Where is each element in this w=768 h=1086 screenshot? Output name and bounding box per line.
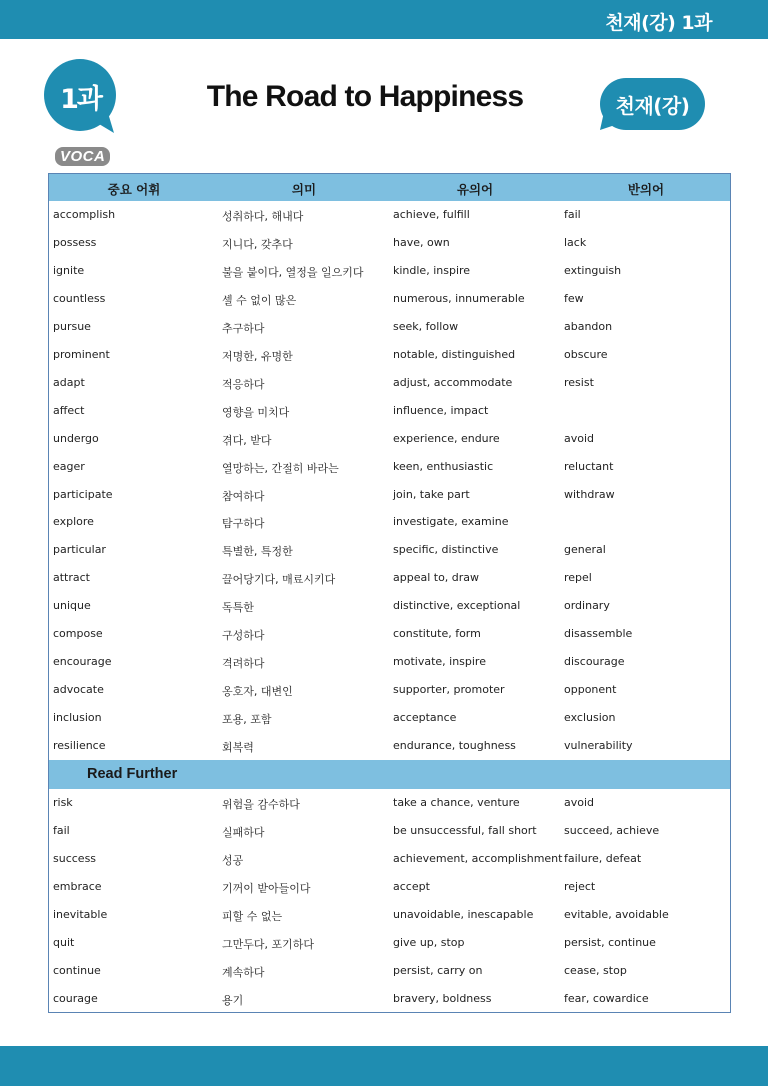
cell-antonym: succeed, achieve	[564, 824, 660, 838]
cell-meaning: 기꺼이 받아들이다	[222, 882, 311, 896]
column-header-word: 중요 어휘	[107, 182, 161, 197]
column-header-meaning: 의미	[291, 182, 317, 197]
cell-antonym: evitable, avoidable	[564, 908, 669, 922]
table-row	[49, 845, 730, 873]
table-row	[49, 873, 730, 901]
cell-word: fail	[53, 824, 70, 838]
cell-meaning: 특별한, 특정한	[222, 545, 293, 559]
cell-synonym: notable, distinguished	[393, 347, 516, 361]
cell-antonym: abandon	[564, 319, 613, 333]
table-row	[49, 201, 730, 229]
table-row	[49, 901, 730, 929]
table-row	[49, 620, 730, 648]
cell-synonym: constitute, form	[393, 627, 481, 641]
cell-word: compose	[53, 627, 103, 641]
table-row	[49, 481, 730, 509]
cell-synonym: influence, impact	[393, 403, 489, 417]
table-row	[49, 676, 730, 704]
cell-meaning: 격려하다	[222, 657, 265, 671]
cell-meaning: 지니다, 갖추다	[222, 237, 293, 251]
cell-word: particular	[53, 543, 106, 557]
bottom-banner	[0, 1046, 768, 1086]
cell-antonym: failure, defeat	[564, 852, 642, 866]
cell-word: quit	[53, 936, 75, 950]
cell-antonym: repel	[564, 571, 592, 585]
cell-word: undergo	[53, 431, 99, 445]
section-label: VOCA	[55, 147, 110, 166]
cell-meaning: 끌어당기다, 매료시키다	[222, 573, 336, 587]
cell-antonym: cease, stop	[564, 964, 627, 978]
cell-word: participate	[53, 487, 113, 501]
cell-antonym: avoid	[564, 796, 595, 809]
cell-meaning: 추구하다	[222, 321, 265, 335]
cell-meaning: 성취하다, 해내다	[222, 210, 304, 223]
cell-antonym: reject	[564, 880, 596, 894]
cell-word: risk	[53, 796, 73, 809]
table-row	[49, 341, 730, 369]
cell-meaning: 성공	[222, 854, 244, 868]
cell-meaning: 회복력	[222, 741, 254, 755]
cell-word: inevitable	[53, 908, 108, 922]
table-row	[49, 508, 730, 536]
table-row	[49, 564, 730, 592]
column-header-synonym: 유의어	[456, 182, 494, 197]
cell-synonym: supporter, promoter	[393, 683, 505, 697]
table-row	[49, 397, 730, 425]
cell-meaning: 겪다, 받다	[222, 433, 272, 447]
cell-synonym: distinctive, exceptional	[393, 599, 521, 613]
cell-word: advocate	[53, 683, 104, 697]
cell-meaning: 독특한	[222, 601, 254, 615]
header-label: 천재(강) 1과	[605, 12, 712, 34]
cell-antonym: opponent	[564, 683, 617, 697]
cell-synonym: keen, enthusiastic	[393, 459, 494, 473]
cell-antonym: few	[564, 291, 584, 305]
cell-word: ignite	[53, 263, 85, 277]
page-title: The Road to Happiness	[206, 80, 524, 113]
table-row	[49, 257, 730, 285]
cell-word: encourage	[53, 655, 112, 669]
cell-synonym: persist, carry on	[393, 964, 483, 978]
cell-antonym: vulnerability	[564, 739, 633, 753]
cell-synonym: be unsuccessful, fall short	[393, 824, 537, 838]
table-row	[49, 536, 730, 564]
cell-word: unique	[53, 599, 91, 613]
cell-word: attract	[53, 571, 90, 585]
table-header	[49, 174, 730, 201]
table-row	[49, 425, 730, 453]
cell-antonym: reluctant	[564, 459, 614, 473]
cell-meaning: 옹호자, 대변인	[222, 685, 293, 699]
cell-word: accomplish	[53, 208, 116, 221]
cell-synonym: achieve, fulfill	[393, 208, 470, 221]
table-row	[49, 985, 730, 1013]
table-row	[49, 592, 730, 620]
cell-word: adapt	[53, 375, 85, 389]
cell-synonym: give up, stop	[393, 936, 465, 950]
vocabulary-table	[48, 173, 731, 1013]
cell-word: pursue	[53, 319, 91, 333]
cell-synonym: take a chance, venture	[393, 796, 520, 809]
cell-meaning: 그만두다, 포기하다	[222, 938, 315, 952]
column-header-antonym: 반의어	[627, 182, 665, 197]
cell-synonym: unavoidable, inescapable	[393, 908, 534, 922]
lesson-badge	[44, 59, 117, 132]
read-further-label: Read Further	[87, 766, 178, 782]
cell-word: resilience	[53, 739, 106, 753]
publisher-badge-label: 천재(강)	[615, 94, 690, 118]
cell-meaning: 영향을 미치다	[222, 405, 290, 419]
table-row	[49, 285, 730, 313]
publisher-badge	[600, 78, 705, 130]
cell-synonym: kindle, inspire	[393, 263, 471, 277]
cell-synonym: endurance, toughness	[393, 739, 516, 753]
cell-antonym: withdraw	[564, 487, 615, 501]
cell-word: eager	[53, 459, 85, 473]
table-row	[49, 369, 730, 397]
table-row	[49, 313, 730, 341]
table-row	[49, 957, 730, 985]
cell-meaning: 저명한, 유명한	[222, 349, 293, 363]
cell-meaning: 피할 수 없는	[222, 910, 283, 924]
cell-meaning: 용기	[222, 994, 244, 1008]
cell-antonym: ordinary	[564, 599, 610, 613]
cell-meaning: 계속하다	[222, 966, 265, 980]
cell-synonym: motivate, inspire	[393, 655, 486, 669]
cell-antonym: disassemble	[564, 627, 633, 641]
cell-meaning: 위험을 감수하다	[222, 798, 300, 811]
read-further-bar	[49, 760, 730, 789]
cell-word: prominent	[53, 347, 110, 361]
cell-meaning: 실패하다	[222, 826, 265, 840]
cell-meaning: 불을 붙이다, 열정을 일으키다	[222, 265, 364, 279]
cell-synonym: seek, follow	[393, 319, 459, 333]
cell-synonym: bravery, boldness	[393, 992, 492, 1006]
table-row	[49, 648, 730, 676]
cell-antonym: avoid	[564, 431, 595, 445]
cell-word: inclusion	[53, 711, 102, 725]
cell-synonym: adjust, accommodate	[393, 375, 513, 389]
cell-antonym: discourage	[564, 655, 625, 669]
cell-word: affect	[53, 403, 85, 417]
cell-antonym: extinguish	[564, 263, 622, 277]
cell-synonym: numerous, innumerable	[393, 291, 525, 305]
cell-word: success	[53, 852, 97, 866]
cell-meaning: 탐구하다	[222, 517, 265, 531]
table-row	[49, 732, 730, 760]
table-row	[49, 817, 730, 845]
cell-synonym: have, own	[393, 235, 450, 249]
cell-synonym: experience, endure	[393, 431, 500, 445]
cell-antonym: resist	[564, 375, 594, 389]
cell-synonym: accept	[393, 880, 430, 894]
cell-word: courage	[53, 992, 98, 1006]
cell-antonym: fear, cowardice	[564, 992, 649, 1006]
cell-meaning: 참여하다	[222, 489, 265, 503]
cell-antonym: fail	[564, 208, 581, 221]
cell-word: countless	[53, 291, 106, 305]
cell-synonym: acceptance	[393, 711, 457, 725]
lesson-badge-label: 1과	[60, 84, 101, 115]
cell-synonym: investigate, examine	[393, 515, 509, 529]
cell-meaning: 구성하다	[222, 629, 265, 643]
cell-synonym: appeal to, draw	[393, 571, 480, 585]
cell-meaning: 셀 수 없이 많은	[222, 293, 297, 307]
table-row	[49, 453, 730, 481]
cell-synonym: achievement, accomplishment	[393, 852, 563, 866]
cell-synonym: specific, distinctive	[393, 543, 499, 557]
table-row	[49, 704, 730, 732]
cell-word: embrace	[53, 880, 102, 894]
cell-antonym: obscure	[564, 347, 608, 361]
cell-synonym: join, take part	[393, 487, 470, 501]
cell-antonym: lack	[564, 235, 587, 249]
cell-word: continue	[53, 964, 101, 978]
cell-antonym: general	[564, 543, 606, 557]
cell-meaning: 적응하다	[222, 377, 265, 391]
table-row	[49, 929, 730, 957]
cell-antonym: persist, continue	[564, 936, 656, 950]
cell-antonym: exclusion	[564, 711, 616, 725]
cell-word: explore	[53, 515, 94, 529]
cell-meaning: 포용, 포함	[222, 713, 272, 727]
cell-meaning: 열망하는, 간절히 바라는	[222, 461, 339, 475]
table-row	[49, 229, 730, 257]
cell-word: possess	[53, 235, 97, 249]
top-banner	[0, 0, 768, 39]
table-row	[49, 789, 730, 817]
